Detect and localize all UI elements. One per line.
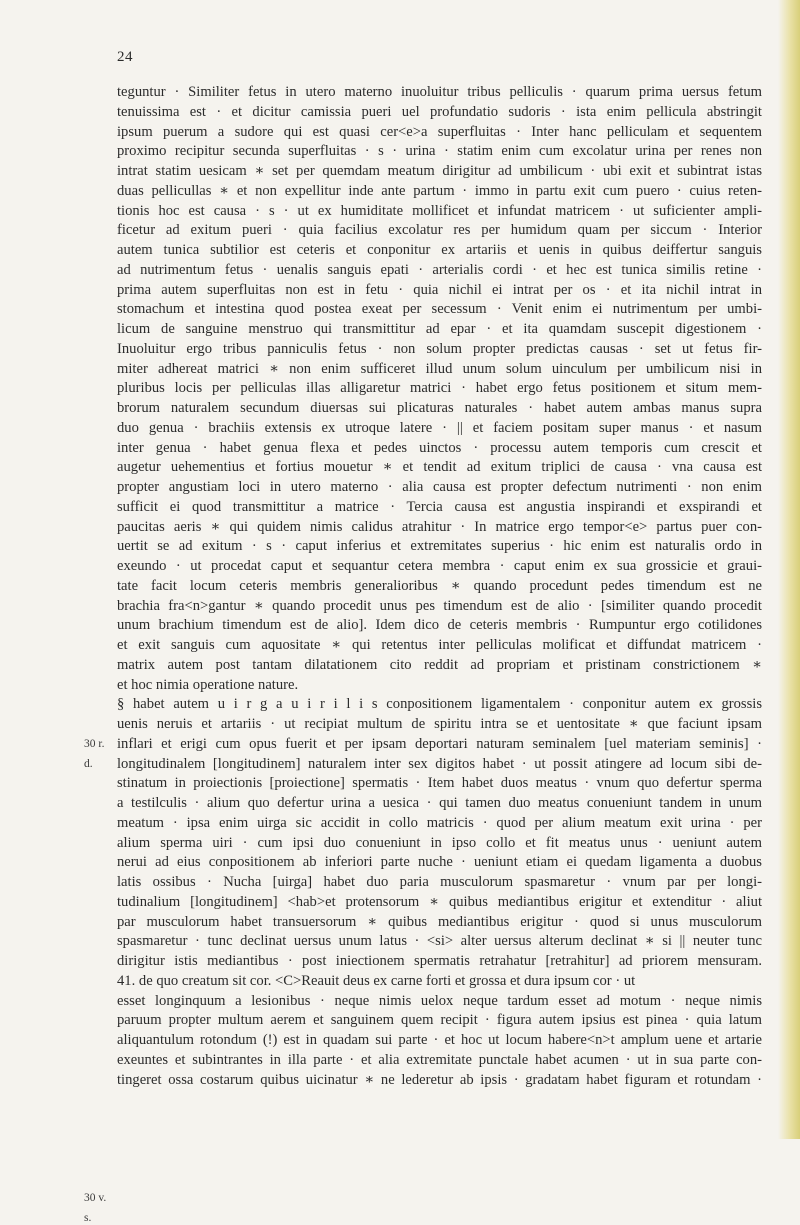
text-line: proximo recipitur secunda superfluitas · s · urina · statim enim cum excolatur urina per renes non bbox=[117, 143, 762, 160]
margin-note: 30 r. bbox=[84, 737, 105, 750]
text-line: spasmaretur · tunc declinat uersus unum latus · <si> alter uersus alterum declinat ∗ si || neuter tunc bbox=[117, 933, 762, 950]
text-line: inflari et erigi cum opus fuerit et per ipsam deportari naturam seminalem [uel materiam seminis] · bbox=[117, 735, 762, 752]
text-line: teguntur · Similiter fetus in utero materno inuoluitur tribus pelliculis · quarum prima uersus fetum bbox=[117, 84, 762, 100]
text-line: matrix autem post tantam dilatationem cito reddit ad propriam et pristinam constrictionem ∗ bbox=[117, 656, 762, 673]
text-line: pluribus locis per pelliculas illas alligaretur matrici · habet ergo fetus positionem et situm mem- bbox=[117, 380, 762, 397]
text-line: tionis hoc est causa · s · ut ex humiditate mollificet et infundat matricem · ut suficienter ampli- bbox=[117, 202, 762, 219]
text-line: paruum propter multum aerem et sanguinem quem recipit · figura autem ipsius est pinea · quia latum bbox=[117, 1012, 762, 1029]
text-line: exeuntes et subintrantes in illa parte · et alia extremitate punctale habet acumen · ut in sua parte con- bbox=[117, 1051, 762, 1068]
text-line: tudinalium [longitudinem] <hab>et protensorum ∗ quibus mediantibus erigitur et extenditur · aliut bbox=[117, 893, 762, 910]
text-line: licum de sanguine menstruo qui transmittitur ad epar · et ita quamdam suscepit digestionem · bbox=[117, 321, 762, 337]
text-line: autem tunica subtilior est ceteris et conponitur ex artariis et uenis in quibus deiffertur sanguis bbox=[117, 242, 762, 258]
text-line: stinatum in proiectionis [proiectione] spermatis · Item habet duos meatus · vnum quo defertur sperma bbox=[117, 775, 762, 792]
text-line: uenis neruis et artariis · ut recipiat multum de spiritu intra se et uentositate ∗ que faciunt ipsam bbox=[117, 716, 762, 732]
page-edge-stain bbox=[778, 0, 800, 1139]
text-line: duo genua · brachiis extensis ex utroque latere · || et faciem positam super manus · et nasum bbox=[117, 419, 762, 436]
text-line: longitudinalem [longitudinem] naturalem inter sex digitos habet · ut possit atingere ad locum sibi de- bbox=[117, 755, 762, 772]
text-line: esset longinquum a lesionibus · neque nimis uelox neque tardum esset ad motum · neque nimis bbox=[117, 992, 762, 1009]
text-line: propter angustiam loci in utero materno · alia causa est propter defectum nutrimenti · non enim bbox=[117, 479, 762, 495]
text-line: brorum naturalem secundum diuersas sui plicaturas naturales · habet autem ambas manus supra bbox=[117, 400, 762, 416]
text-line: alium sperma uiri · cum ipsi duo conueniunt in ipso collo et fit meatus unus · ueniunt autem bbox=[117, 834, 762, 851]
text-line: Inuoluitur ergo tribus panniculis fetus · non solum propter predictas causas · set ut fetus fir- bbox=[117, 340, 762, 357]
text-line: brachia fra<n>gantur ∗ quando procedit unus pes timendum est de alio · [similiter quando procedit bbox=[117, 597, 762, 614]
text-line: latis ossibus · Nucha [uirga] habet duo paria musculorum spasmaretur · vnum par per longi- bbox=[117, 874, 762, 890]
margin-note: 30 v. bbox=[84, 1192, 107, 1204]
body-text bbox=[117, 83, 762, 1090]
text-line: tenuissima est · et dicitur camissia pueri uel profundatio sudoris · ista enim pellicula abstringit bbox=[117, 103, 762, 120]
text-line: ipsum puerum a sudore qui est quasi cer<e>a superfluitas · Inter hanc pelliculam et sequentem bbox=[117, 123, 762, 140]
text-line: sufficit ei quod transmittitur a matrice · Tercia causa est angustia inspirandi et exspirandi et bbox=[117, 498, 762, 515]
text-line: stomachum et intestina quod postea exeat per secessum · Venit enim ei nutrimentum per umbi- bbox=[117, 301, 762, 318]
text-line: inter genua · habet genua flexa et pedes uinctos · processu autem temporis cum crescit et bbox=[117, 439, 762, 456]
text-line: ficetur ad exitum pueri · quia facilius excolatur res per humidum quam per siccum · Interior bbox=[117, 222, 762, 239]
text-line: et exit sanguis cum aquositate ∗ qui retentus inter pelliculas molificat et diffundat matricem · bbox=[117, 637, 762, 653]
text-line: nerui ad eius conpositionem ab inferiori parte nuche · ueniunt etiam ei quedam ligamenta a duobus bbox=[117, 854, 762, 871]
text-line: et hoc nimia operatione nature. bbox=[117, 676, 299, 693]
text-line: intrat statim uesicam ∗ set per quemdam meatum dirigitur ad umbilicum · ubi exit et subintrat istas bbox=[117, 163, 762, 179]
text-line: unum brachium timendum est de alio]. Idem dico de ceteris membris · Rumpuntur ergo cotilidones bbox=[117, 617, 762, 634]
text-line: dirigitur istis mediantibus · post iniectionem spermatis retrahatur [retrahitur] ad priorem mensuram. bbox=[117, 953, 762, 969]
text-line: aliquantulum rotondum (!) est in quadam sui parte · et hoc ut locum habere<n>t amplum uene et artarie bbox=[117, 1032, 762, 1048]
text-line: tingeret ossa costarum quibus uicinatur ∗ ne lederetur ab ipsis · gradatam habet figuram et rotundam · bbox=[117, 1071, 762, 1088]
text-line: par musculorum habet transuersorum ∗ quibus mediantibus erigitur · quod si unus musculorum bbox=[117, 913, 762, 930]
text-line: prima autem superfluitas non est in fetu · quia nichil ei intrat per os · et ita nichil intrat in bbox=[117, 281, 762, 298]
page-number: 24 bbox=[117, 49, 133, 65]
text-line: duas pellicullas ∗ et non expellitur inde ante partum · immo in partu exit cum puero · cuius reten- bbox=[117, 182, 762, 199]
text-line: 41. de quo creatum sit cor. <C>Reauit deus ex carne forti et grossa et dura ipsum cor · ut bbox=[117, 972, 636, 989]
text-line: augetur uehementius et fortius mouetur ∗ et tendit ad exitum triplici de causa · vna causa est bbox=[117, 459, 762, 476]
text-line: § habet autem u i r g a u i r i l i s conpositionem ligamentalem · conponitur autem ex grossis bbox=[117, 696, 762, 713]
margin-note: d. bbox=[84, 757, 93, 770]
text-line: uertit se ad exitum · s · caput inferius et extremitates superius · hic enim est naturalis ordo in bbox=[117, 538, 762, 555]
text-line: miter adhereat matrici ∗ non enim sufficeret illud unum solum uinculum per umbilicum nisi in bbox=[117, 360, 762, 377]
margin-note: s. bbox=[84, 1211, 92, 1224]
text-line: paucitas aeris ∗ qui quidem nimis calidus atrahitur · In matrice ergo tempor<e> partus puer con- bbox=[117, 518, 762, 535]
text-line: ad nutrimentum fetus · uenalis sanguis epati · arterialis cordi · et hec est tunica similis retine · bbox=[117, 261, 762, 278]
text-line: tate facit locum ceteris membris generalioribus ∗ quando procedunt pedes timendum est ne bbox=[117, 577, 762, 594]
text-line: exeundo · ut procedat caput et sequantur cetera membra · caput enim ex sua grossicie et graui- bbox=[117, 558, 762, 574]
text-line: a testilculis · alium quo defertur urina a uesica · qui tamen duo meatus conueniunt tandem in unum bbox=[117, 795, 762, 811]
text-line: meatum · ipsa enim uirga sic accidit in collo matricis · quod per alium meatum exit urina · per bbox=[117, 814, 762, 831]
